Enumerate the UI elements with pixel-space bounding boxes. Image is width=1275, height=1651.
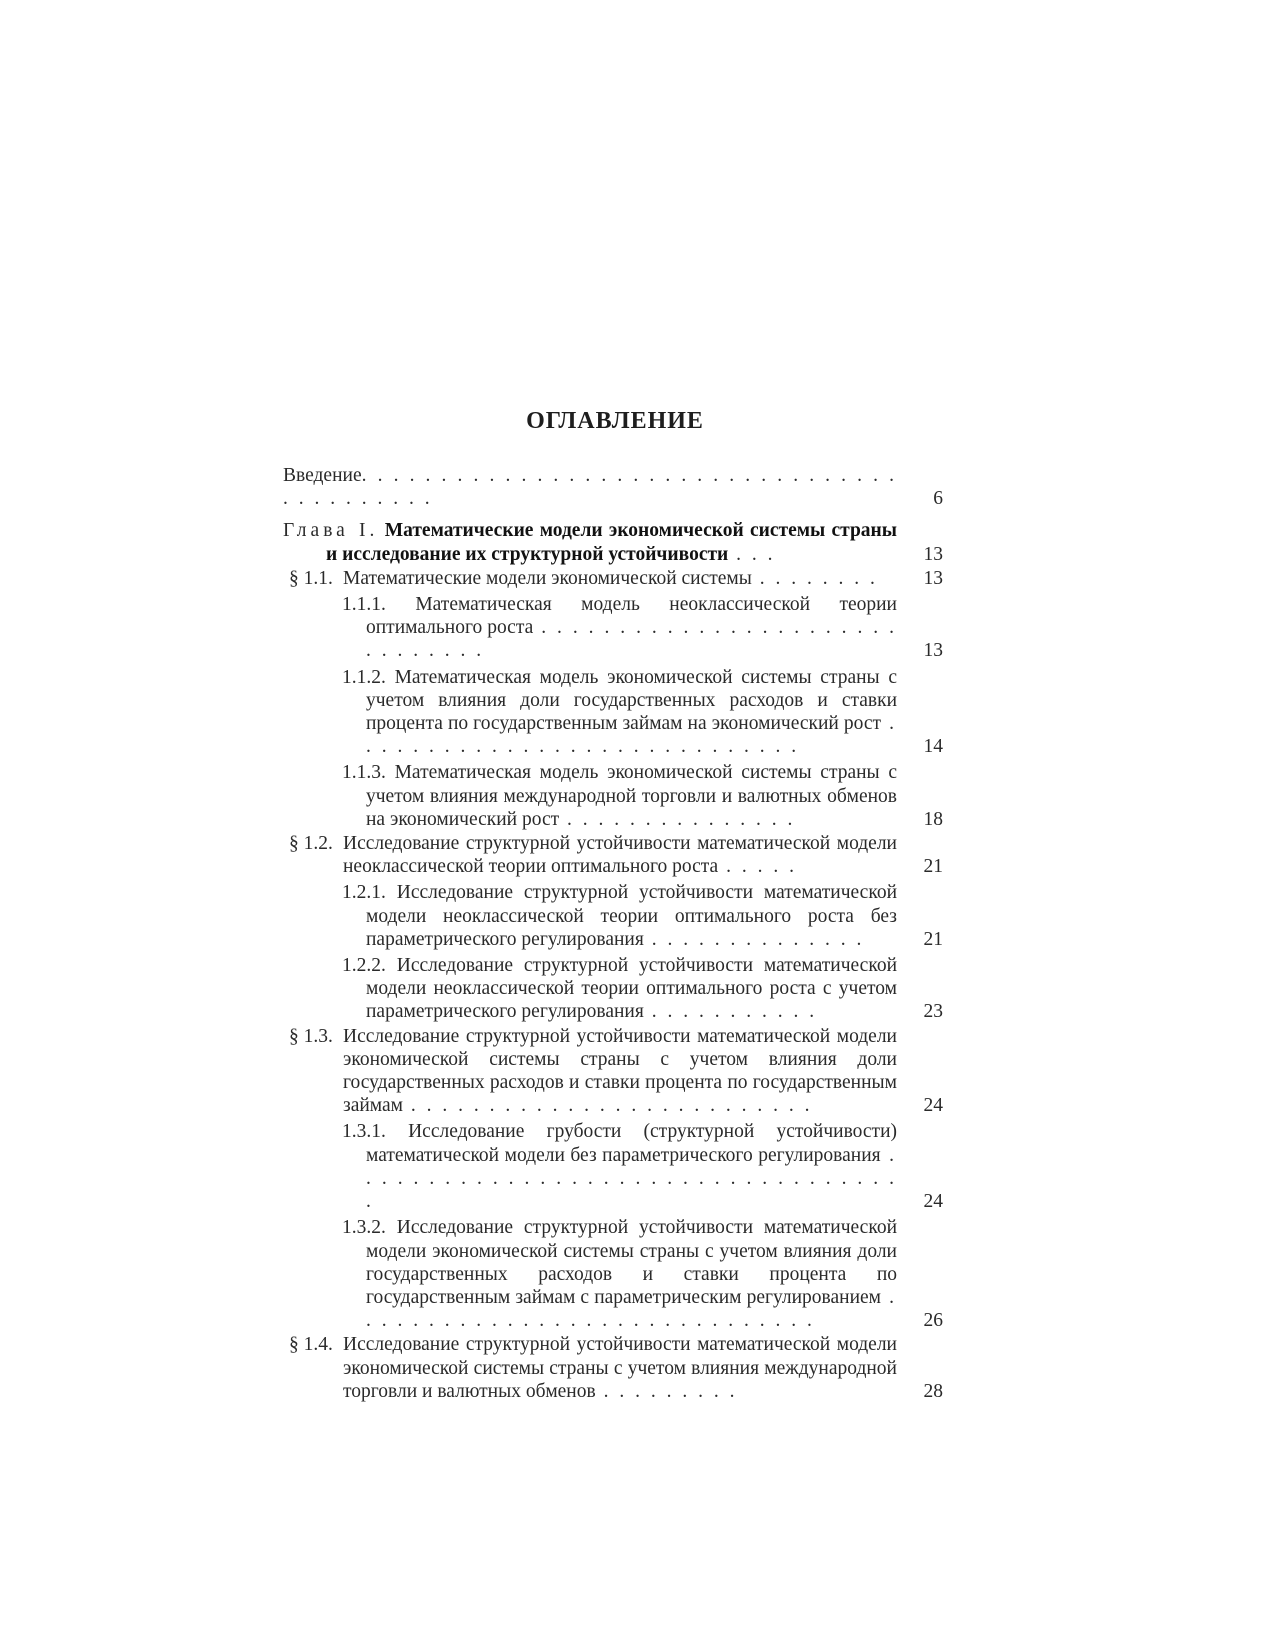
dot-leader: . . . . . . . . . . . . . . . . . . . . . . . . . . . . . . . [366,617,897,662]
dot-leader: . . . . . . . . . [595,1380,738,1402]
dot-leader: . . . . . . . . . . . . . . . . . . . . . . . . . . . . . . . . . . . . [366,1144,897,1213]
page-title: ОГЛАВЛЕНИЕ [526,408,704,434]
dot-leader: . . . . . . . . . . . . . . [643,928,865,950]
toc-entry-chapter-1[interactable] [283,519,943,565]
toc-entry-section-1-3[interactable] [283,1025,943,1118]
toc-page-number: 26 [923,1310,943,1332]
toc-entry-section-1-2[interactable] [283,832,943,878]
toc-entry-text: Исследование структурной устойчивости математической модели экономической системы страны с учетом влияния доли государственных расходов и ставки процента по государственным займам [343,1025,897,1117]
dot-leader: . . . . . . . . . . . [643,1001,818,1023]
dot-leader: . . . . . . . . [751,567,878,589]
toc-page-number: 13 [923,543,943,565]
toc-entry-section-1-1[interactable] [283,567,943,590]
toc-page-number: 21 [923,928,943,950]
toc-page-number: 24 [923,1095,943,1117]
toc-entry-subsection-1-1-2[interactable] [283,666,943,759]
toc-entry-text: Исследование структурной устойчивости математической модели неоклассической теории оптимального роста без параметрического регулирования [366,882,898,950]
table-of-contents [283,464,943,1403]
toc-entry-label: 1.3.1. [342,1121,386,1143]
toc-chapter-prefix: Глава I. [283,520,379,542]
toc-entry-text: Исследование грубости (структурной устойчивости) математической модели без параметрического регулирования [366,1121,897,1166]
toc-entry-text: Исследование структурной устойчивости математической модели неоклассической теории оптимального роста с учетом параметрического регулирования [366,955,898,1023]
toc-entry-text: Математическая модель экономической системы страны с учетом влияния доли государственных расходов и ставки процента по государственным займам на экономический рост [366,666,897,735]
toc-entry-text: Исследование структурной устойчивости математической модели неоклассической теории оптимального роста [343,833,897,878]
toc-entry-text: Исследование структурной устойчивости математической модели экономической системы страны с учетом влияния международной торговли и валютных обменов [343,1334,897,1402]
dot-leader: . . . [728,543,776,565]
toc-entry-subsection-1-2-1[interactable] [283,881,943,951]
toc-entry-subsection-1-1-1[interactable] [283,593,943,663]
toc-entry-text: Математические модели экономической системы [343,567,752,589]
dot-leader: . . . . . . . . . . . . . . . . . . . . . . . . . . [403,1095,813,1117]
toc-entry-text: Математическая модель экономической системы страны с учетом влияния международной торговли и валютных обменов на экономический рост [366,762,897,830]
toc-entry-subsection-1-2-2[interactable] [283,954,943,1024]
toc-page-number: 23 [923,1001,943,1023]
toc-entry-label: 1.2.1. [342,882,386,904]
toc-page-number: 18 [923,808,943,830]
toc-entry-subsection-1-1-3[interactable] [283,761,943,831]
toc-entry-text: Введение [283,465,362,486]
toc-entry-subsection-1-3-2[interactable] [283,1216,943,1332]
toc-entry-text: Математические модели экономической системы страны и исследование их структурной устойчивости [326,520,898,565]
toc-entry-text: Математическая модель неоклассической теории оптимального роста [366,594,897,639]
toc-entry-label: § 1.3. [289,1025,333,1047]
toc-entry-label: § 1.4. [289,1334,333,1356]
toc-page-number: 13 [923,640,943,662]
toc-entry-section-1-4[interactable] [283,1333,943,1403]
toc-entry-label: 1.2.2. [342,955,386,977]
toc-entry-subsection-1-3-1[interactable] [283,1120,943,1213]
dot-leader: . . . . . [718,856,797,878]
toc-page-number: 28 [923,1380,943,1402]
dot-leader: . . . . . . . . . . . . . . . . . . . . . . . . . . . . . . [366,1286,897,1332]
toc-page-number: 6 [933,488,943,510]
toc-entry-label: 1.3.2. [342,1217,386,1239]
toc-entry-label: 1.1.3. [342,762,386,784]
dot-leader: . . . . . . . . . . . . . . . . . . . . . . . . . . . . . . . . . . . . . . . . . . . . [283,465,897,510]
dot-leader: . . . . . . . . . . . . . . . . . . . . . . . . . . . . . [366,713,897,758]
toc-entry-label: 1.1.2. [342,666,386,688]
dot-leader: . . . . . . . . . . . . . . . [559,808,796,830]
toc-page-number: 13 [923,567,943,589]
toc-entry-label: § 1.1. [289,567,333,589]
toc-entry-text: Исследование структурной устойчивости математической модели экономической системы страны с учетом влияния доли государственных расходов и ставки процента по государственным займам с параметрическим регулированием [366,1217,898,1308]
toc-page-number: 21 [923,856,943,878]
toc-page-number: 24 [923,1191,943,1213]
toc-entry-label: § 1.2. [289,833,333,855]
toc-entry-label: 1.1.1. [342,594,386,616]
toc-page-number: 14 [923,736,943,758]
toc-entry-introduction[interactable] [283,464,943,510]
